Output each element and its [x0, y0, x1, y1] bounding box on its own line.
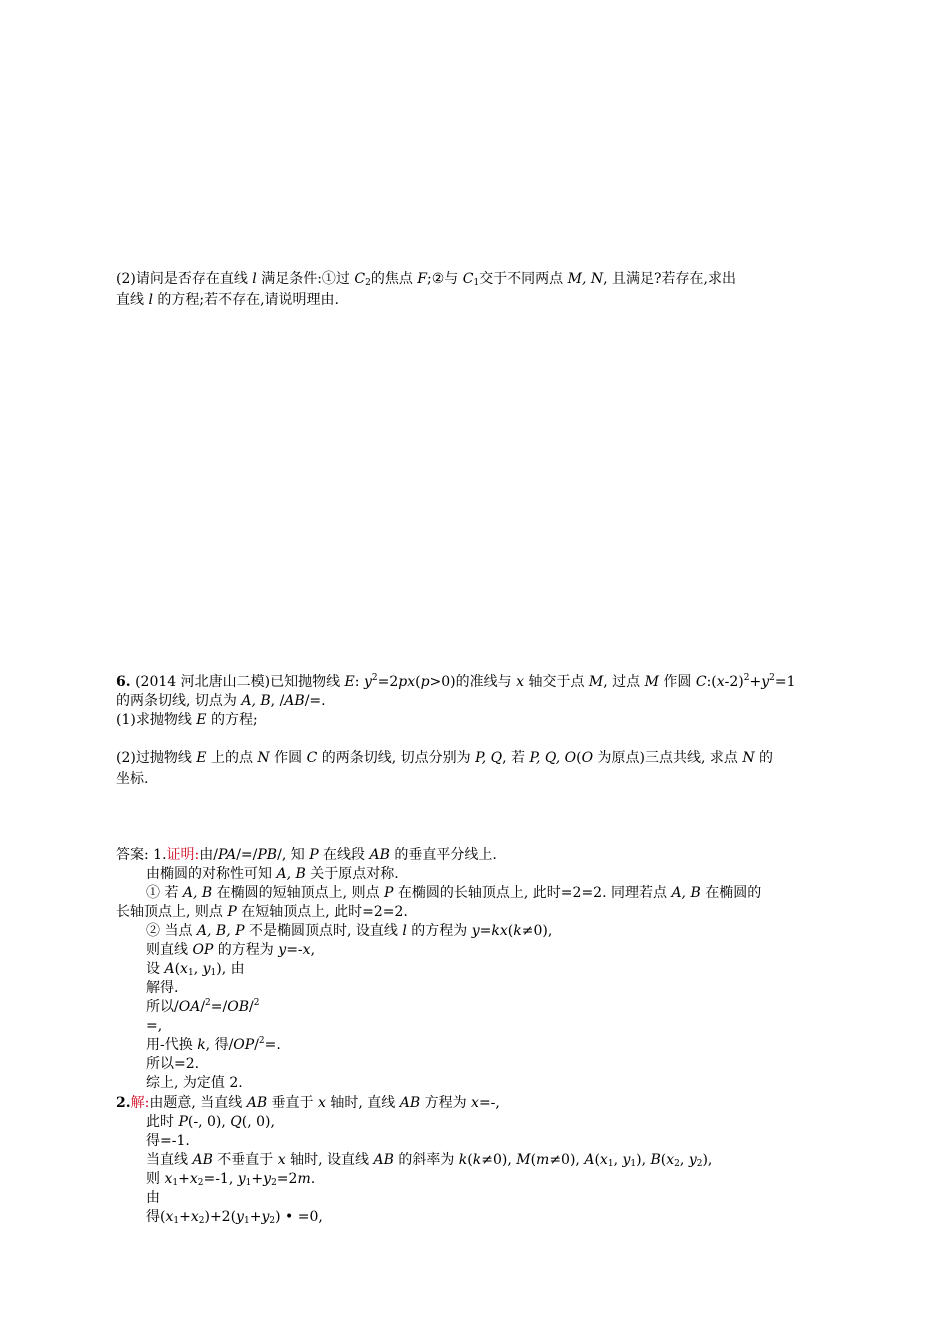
text: 的方程为 [406, 923, 472, 939]
text: y [622, 1152, 631, 1168]
text: ( [467, 1152, 473, 1168]
text: m [536, 1152, 550, 1168]
text: / [200, 999, 206, 1015]
text: >0)的准线与 [429, 674, 517, 690]
subscript: 1 [172, 1178, 179, 1188]
text: / [254, 1037, 259, 1053]
text: . [310, 1171, 316, 1187]
text: (2)过抛物线 [116, 750, 197, 766]
text: y [236, 1209, 244, 1225]
answer1-line2 [146, 865, 399, 883]
text: 关于原点对称. [305, 866, 399, 882]
text: + [251, 1171, 264, 1187]
text: ( [594, 1152, 600, 1168]
text: ), [636, 1152, 651, 1168]
text: + [749, 674, 762, 690]
answer-lead: 答案: 1. [116, 847, 167, 863]
text: : [354, 674, 364, 690]
text: ;②与 [427, 271, 463, 287]
text: (-, 0), [187, 1114, 231, 1130]
text: =-1, [203, 1171, 238, 1187]
text: y=kx [471, 923, 508, 939]
text: l [148, 292, 153, 308]
text: P, Q [475, 750, 503, 766]
text: PB [257, 847, 278, 863]
answer2-line6 [146, 1189, 160, 1207]
q5-part2-line2 [116, 291, 339, 309]
answer1-line4 [116, 903, 408, 921]
text: ① 若 [146, 885, 183, 901]
text: x [471, 1095, 479, 1111]
text: 的垂直平分线上. [389, 847, 497, 863]
answer1-line7 [146, 960, 245, 978]
superscript: 2 [205, 998, 211, 1008]
text: px [398, 674, 416, 690]
text: 轴时, 设直线 [285, 1152, 374, 1168]
text: A, B [182, 885, 213, 901]
text: ( [174, 961, 181, 977]
text: 得=-1. [146, 1133, 190, 1149]
text: F [417, 271, 428, 287]
text: 长轴顶点上, 则点 [116, 904, 228, 920]
text: ≠0), [549, 1152, 585, 1168]
text: 用-代换 [146, 1037, 198, 1053]
text: , [679, 1152, 689, 1168]
text: C [354, 271, 366, 287]
answer2-line1 [116, 1094, 500, 1112]
text: )+2( [204, 1209, 237, 1225]
text: ) • =0, [275, 1209, 323, 1225]
text: E [196, 712, 207, 728]
text: y [202, 961, 211, 977]
text: 得( [146, 1209, 166, 1225]
text: ≠0), [481, 1152, 517, 1168]
text: y [688, 1152, 697, 1168]
answer1-line5 [146, 922, 552, 940]
text: C [462, 271, 474, 287]
text: 所以=2. [146, 1056, 200, 1072]
answer1-line9 [146, 998, 259, 1016]
text: ② 当点 [146, 923, 197, 939]
text: P [384, 885, 394, 901]
text: x [516, 674, 524, 690]
answer1-line11 [146, 1036, 281, 1054]
text: A, B [276, 866, 306, 882]
text: 设 [146, 961, 165, 977]
text: A, B, P [196, 923, 245, 939]
text: 的方程; [206, 712, 258, 728]
superscript: 2 [258, 1036, 265, 1046]
text: k [472, 1152, 482, 1168]
text: :( [706, 674, 717, 690]
text: 的两条切线, 切点为 [116, 693, 242, 709]
q6-part2-line1 [116, 749, 773, 767]
answer1-line8 [146, 979, 178, 997]
text: 的方程;若不存在,请说明理由. [152, 292, 340, 308]
text: M, N [567, 271, 604, 287]
text: m [297, 1171, 311, 1187]
q6-part2-line2 [116, 770, 148, 788]
text: 的斜率为 [393, 1152, 459, 1168]
text: 轴交于点 [524, 674, 589, 690]
subscript: 1 [187, 968, 194, 978]
text: / [248, 999, 254, 1015]
text: k [513, 923, 522, 939]
text: /=. [304, 693, 326, 709]
text: x [302, 942, 311, 958]
subscript: 1 [607, 1159, 614, 1169]
text: p [420, 674, 430, 690]
answer1-line10 [146, 1017, 162, 1035]
text: =-, [478, 1095, 500, 1111]
subscript: 2 [696, 1159, 703, 1169]
text: 由题意, 当直线 [149, 1095, 247, 1111]
text: 交于不同两点 [479, 271, 568, 287]
text: /, 知 [277, 847, 310, 863]
text: 上的点 [206, 750, 258, 766]
text: 坐标. [116, 771, 149, 787]
superscript: 2 [743, 673, 750, 683]
answer1-line6 [146, 941, 315, 959]
text: x [277, 1152, 286, 1168]
answer2-line3 [146, 1132, 190, 1150]
subscript: 2 [365, 278, 371, 288]
text: ), [702, 1152, 713, 1168]
text: AB [192, 1152, 213, 1168]
answer2-line2 [146, 1113, 275, 1131]
text: y [363, 674, 372, 690]
subscript: 1 [210, 968, 217, 978]
superscript: 2 [371, 673, 378, 683]
answer1-line12 [146, 1055, 199, 1073]
text: ≠0), [521, 923, 553, 939]
text: 的方程为 [213, 942, 279, 958]
text: N [742, 750, 755, 766]
text: E [344, 674, 355, 690]
text: l [252, 271, 257, 287]
subscript: 2 [197, 1178, 204, 1188]
text: P, Q, O [529, 750, 577, 766]
superscript: 2 [253, 998, 260, 1008]
text: OP [233, 1037, 255, 1053]
text: x [666, 1152, 675, 1168]
text: (1)求抛物线 [116, 712, 197, 728]
text: 不是椭圆顶点时, 设直线 [244, 923, 403, 939]
text: 综上, 为定值 2. [146, 1075, 243, 1091]
text: B [650, 1152, 661, 1168]
text: + [178, 1171, 190, 1187]
text: ( [507, 923, 514, 939]
text: y [761, 674, 770, 690]
q6-part1 [116, 711, 258, 729]
text: A, B [241, 693, 271, 709]
text: 此时 [146, 1114, 179, 1130]
subscript: 2 [198, 1216, 205, 1226]
subscript: 1 [173, 1216, 180, 1226]
text: , 若 [502, 750, 530, 766]
text: + [249, 1209, 262, 1225]
subscript: 1 [473, 278, 480, 288]
text: + [179, 1209, 191, 1225]
text: 轴时, 直线 [325, 1095, 400, 1111]
text: 由 [146, 1190, 160, 1206]
text: ( [576, 750, 582, 766]
text: (2014 河北唐山二模)已知抛物线 [130, 674, 345, 690]
text: OB [227, 999, 249, 1015]
text: 作圆 [658, 674, 696, 690]
text: A, B [671, 885, 701, 901]
text: l [402, 923, 407, 939]
text: =. [264, 1037, 281, 1053]
text: x [318, 1095, 326, 1111]
text: M [644, 674, 659, 690]
text: 方程为 [420, 1095, 472, 1111]
text: PA [217, 847, 237, 863]
text: N [257, 750, 270, 766]
text: AB [246, 1095, 268, 1111]
text: x [164, 1171, 173, 1187]
text: C [695, 674, 707, 690]
text: x [190, 1209, 199, 1225]
text: 不垂直于 [212, 1152, 278, 1168]
q6-line2 [116, 692, 326, 710]
text: 的 [754, 750, 774, 766]
answer2-line7 [146, 1208, 323, 1226]
text: OA [178, 999, 201, 1015]
text: P [227, 904, 237, 920]
subscript: 1 [243, 1216, 250, 1226]
text: x [180, 961, 188, 977]
text: =- [286, 942, 303, 958]
text: ( [415, 674, 421, 690]
text: P [309, 847, 319, 863]
text: =2 [276, 1171, 298, 1187]
text: , [613, 1152, 623, 1168]
text: OP [192, 942, 214, 958]
text: Q [230, 1114, 242, 1130]
answer-number: 2. [116, 1095, 131, 1111]
text: , / [270, 693, 285, 709]
text: k [197, 1037, 206, 1053]
text: 垂直于 [267, 1095, 319, 1111]
text: =, [146, 1018, 163, 1034]
text: 在线段 [318, 847, 370, 863]
text: y [237, 1171, 246, 1187]
text: x [165, 1209, 174, 1225]
text: P [178, 1114, 188, 1130]
text: 满足条件:①过 [256, 271, 355, 287]
text: 解得. [146, 980, 179, 996]
text: ( [660, 1152, 667, 1168]
text: 当直线 [146, 1152, 193, 1168]
answer2-line4 [146, 1151, 712, 1169]
text: AB [373, 1152, 394, 1168]
text: ), 由 [216, 961, 245, 977]
text: 直线 [116, 292, 149, 308]
text: 则 [146, 1171, 165, 1187]
text: AB [284, 693, 305, 709]
text: AB [399, 1095, 421, 1111]
subscript: 2 [674, 1159, 680, 1169]
text: 在椭圆的短轴顶点上, 则点 [212, 885, 385, 901]
text: =1 [774, 674, 796, 690]
subscript: 2 [271, 1178, 277, 1188]
text: x [599, 1152, 608, 1168]
text: 作圆 [269, 750, 307, 766]
text: 在短轴顶点上, 此时=2=2. [236, 904, 408, 920]
text: (, 0), [241, 1114, 275, 1130]
text: O [581, 750, 594, 766]
text: A [584, 1152, 595, 1168]
answer2-line5 [146, 1170, 315, 1188]
answer1-line3 [146, 884, 761, 902]
text: -2) [724, 674, 744, 690]
text: 由椭圆的对称性可知 [146, 866, 277, 882]
text: AB [369, 847, 390, 863]
text: 在椭圆的长轴顶点上, 此时=2=2. 同理若点 [393, 885, 672, 901]
text: =/ [210, 999, 228, 1015]
text: , [193, 961, 203, 977]
text: /=/ [236, 847, 258, 863]
text: y [261, 1209, 270, 1225]
text: , 得/ [205, 1037, 234, 1053]
superscript: 2 [769, 673, 775, 683]
text: (2)请问是否存在直线 [116, 271, 253, 287]
text: y [278, 942, 287, 958]
text: 为原点)三点共线, 求点 [593, 750, 743, 766]
text: 由/ [199, 847, 218, 863]
text: , 且满足?若存在,求出 [603, 271, 736, 287]
text: x [189, 1171, 198, 1187]
text: , 过点 [603, 674, 645, 690]
text: E [196, 750, 207, 766]
text: M [588, 674, 604, 690]
text: , [310, 942, 316, 958]
answer1-line13 [146, 1074, 243, 1092]
proof-tag: 证明: [166, 847, 200, 863]
solution-tag: 解: [130, 1095, 150, 1111]
text: =2 [377, 674, 399, 690]
question-number: 6. [116, 674, 131, 690]
subscript: 2 [269, 1216, 276, 1226]
text: M [516, 1152, 531, 1168]
text: ( [530, 1152, 537, 1168]
text: C [306, 750, 318, 766]
text: x [716, 674, 725, 690]
text: A [164, 961, 175, 977]
subscript: 1 [245, 1178, 252, 1188]
q5-part2-line1 [116, 270, 736, 288]
text: y [263, 1171, 272, 1187]
text: 在椭圆的 [700, 885, 762, 901]
answer1-line1 [116, 846, 497, 864]
subscript: 1 [630, 1159, 637, 1169]
text: 则直线 [146, 942, 193, 958]
text: 所以/ [146, 999, 179, 1015]
text: 的焦点 [370, 271, 418, 287]
text: 的两条切线, 切点分别为 [317, 750, 476, 766]
q6-line1 [116, 673, 796, 691]
text: k [458, 1152, 468, 1168]
